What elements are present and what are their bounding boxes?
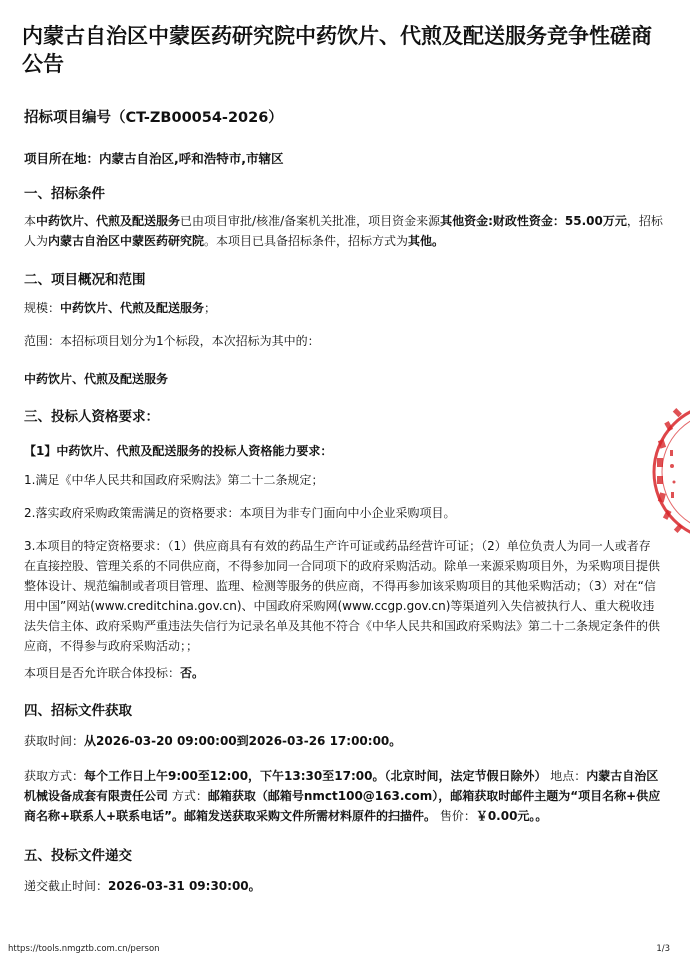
- scale-end: ；: [204, 301, 217, 315]
- project-number: 招标项目编号（CT-ZB00054-2026）: [24, 110, 283, 126]
- s1-tenderer: 内蒙古自治区中蒙医药研究院: [48, 234, 205, 248]
- price-label: 售价：: [436, 809, 476, 823]
- acquire-hours: 每个工作日上午9:00至12:00，下午13:30至17:00。（北京时间，法定节假日除外）: [84, 769, 547, 783]
- acquire-place: 内蒙古自治区机械设备成套有限责任公司: [24, 769, 659, 803]
- price-value: ￥0.00元。。: [475, 809, 548, 823]
- section-3-heading: 三、投标人资格要求：: [24, 409, 159, 425]
- joint-bid-label: 本项目是否允许联合体投标：: [24, 666, 181, 680]
- s1-funding: 其他资金:财政性资金：55.00万元: [440, 214, 627, 228]
- scale-value: 中药饮片、代煎及配送服务: [60, 301, 205, 315]
- deadline-line: [24, 876, 664, 896]
- acquire-method-label: 获取方式：: [24, 769, 85, 783]
- page-number: 1/3: [656, 944, 670, 954]
- requirement-2: 2.落实政府采购政策需满足的资格要求：本项目为非专门面向中小企业采购项目。: [24, 506, 456, 520]
- location-label: 项目所在地：: [24, 151, 100, 166]
- s1-text-3: ，招标人为: [24, 214, 663, 248]
- s1-method: 其他。: [408, 234, 445, 248]
- s1-text-2: 已由项目审批/核准/备案机关批准，项目资金来源: [180, 214, 441, 228]
- acquire-method-text: [24, 766, 664, 826]
- requirement-3: 3.本项目的特定资格要求：（1）供应商具有有效的药品生产许可证或药品经营许可证；（2）单位负责人为同一人或者存在直接控股、管理关系的不同供应商，不得参加同一合同项下的政府采购活动。除单一来源采购项目外，为采购项目提供整体设计、规范编制或者项目管理、监理、检测等服务的供应商，不得再参加该采购项目的其他采购活动；（3）对在“信用中国”网站(www.creditchina.gov.cn)、中国政府采购网(www.ccgp.gov.cn)等渠道列入失信被执行人、重大税收违法失信主体、政府采购严重违法失信行为记录名单及其他不符合《中华人民共和国政府采购法》第二十二条规定条件的供应商，不得参与政府采购活动；；: [24, 539, 661, 653]
- qualification-subheading: 【1】中药饮片、代煎及配送服务的投标人资格能力要求：: [24, 444, 333, 458]
- deadline-value: 2026-03-31 09:30:00。: [108, 879, 261, 893]
- official-seal-stamp: [650, 400, 690, 545]
- section-1-text: [24, 211, 664, 251]
- acquire-time-label: 获取时间：: [24, 734, 85, 748]
- section-1-heading: 一、招标条件: [24, 186, 105, 202]
- s1-project-name: 中药饮片、代煎及配送服务: [36, 214, 181, 228]
- footer-url: https://tools.nmgztb.com.cn/person: [8, 944, 160, 954]
- location-value: 内蒙古自治区,呼和浩特市,市辖区: [99, 151, 284, 166]
- acquire-way: 邮箱获取（邮箱号nmct100@163.com），邮箱获取时邮件主题为“项目名称+供应商名称+联系人+联系电话”。邮箱发送获取采购文件所需材料原件的扫描件。: [24, 789, 661, 823]
- acquire-way-label: 方式：: [168, 789, 208, 803]
- s1-text-4: 。本项目已具备招标条件，招标方式为: [204, 234, 409, 248]
- section-4-heading: 四、招标文件获取: [24, 703, 132, 719]
- section-5-heading: 五、投标文件递交: [24, 848, 132, 864]
- joint-bid-value: 否。: [180, 666, 205, 680]
- project-location: [24, 149, 284, 167]
- scale-line: [24, 298, 664, 318]
- page-title: 内蒙古自治区中蒙医药研究院中药饮片、代煎及配送服务竞争性磋商公告: [22, 24, 652, 76]
- section-2-heading: 二、项目概况和范围: [24, 272, 146, 288]
- joint-bid-line: [24, 663, 664, 683]
- range-line: 范围：本招标项目划分为1个标段，本次招标为其中的：: [24, 334, 320, 348]
- requirement-1: 1.满足《中华人民共和国政府采购法》第二十二条规定；: [24, 473, 324, 487]
- lot-name: 中药饮片、代煎及配送服务: [24, 372, 169, 386]
- acquire-time-line: [24, 731, 664, 751]
- acquire-time-value: 从2026-03-20 09:00:00到2026-03-26 17:00:00。: [84, 734, 402, 748]
- s1-text-1: 本: [24, 214, 37, 228]
- deadline-label: 递交截止时间：: [24, 879, 109, 893]
- scale-label: 规模：: [24, 301, 61, 315]
- acquire-place-label: 地点：: [546, 769, 587, 783]
